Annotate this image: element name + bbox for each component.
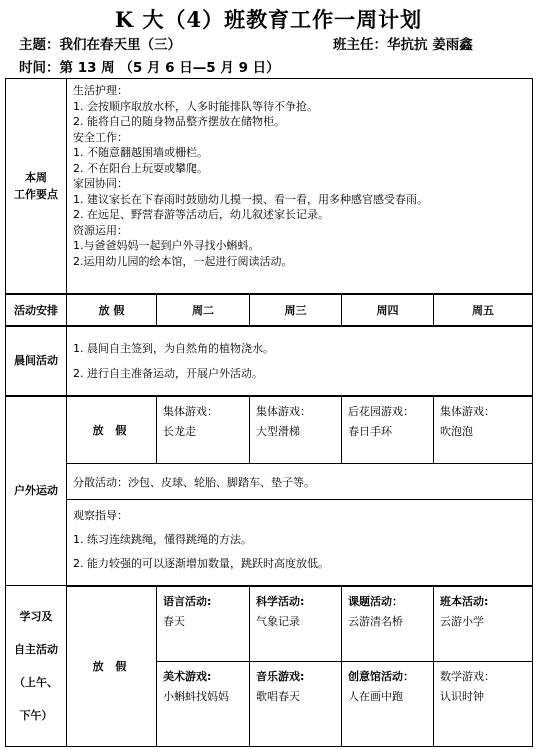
- activity-type: 数学游戏：: [440, 670, 495, 683]
- schedule-row: [6, 294, 533, 326]
- point-line: 2. 能将自己的随身物品整齐摆放在储物柜。: [73, 115, 285, 128]
- schedule-label: 活动安排: [6, 294, 67, 326]
- observe-line: 观察指导：: [73, 509, 128, 522]
- teacher-line: [333, 33, 473, 53]
- day-holiday: 放 假: [67, 294, 157, 326]
- weekly-points-row: [6, 79, 533, 294]
- morning-row: [6, 326, 533, 396]
- point-line: 1.与爸爸妈妈一起到户外寻找小蝌蚪。: [73, 239, 260, 252]
- activity-type: 创意馆活动：: [348, 670, 414, 683]
- time-value: 第 13 周 （5 月 6 日—5 月 9 日）: [59, 60, 280, 76]
- observe-line: 2. 能力较强的可以逐渐增加数量，跳跃时高度放低。: [73, 557, 329, 570]
- outdoor-games-row: [6, 396, 533, 464]
- learning-label: [6, 586, 67, 747]
- outdoor-scatter-row: [6, 464, 533, 500]
- point-line: 2. 在远足、野营春游等活动后，幼儿叙述家长记录。: [73, 208, 329, 221]
- activity-name: 人在画中跑: [348, 690, 403, 703]
- learning-thursday-2: [342, 662, 434, 747]
- game-name: 大型滑梯: [256, 424, 300, 438]
- theme-line: [19, 33, 181, 53]
- learning-tuesday-1: [157, 586, 250, 662]
- game-name: 吹泡泡: [440, 424, 473, 438]
- point-line: 资源运用：: [73, 223, 128, 237]
- learning-thursday-1: [342, 586, 434, 662]
- observe-line: 1. 练习连续跳绳，懂得跳绳的方法。: [73, 533, 252, 546]
- point-line: 家园协同：: [73, 177, 128, 190]
- point-line: 生活护理：: [73, 84, 128, 97]
- outdoor-game-thursday: [342, 396, 434, 464]
- learning-friday-2: [434, 662, 533, 747]
- activity-name: 春天: [163, 614, 185, 628]
- activity-name: 云游小学: [440, 614, 484, 628]
- day-tuesday: 周二: [157, 294, 250, 326]
- outdoor-observe: [67, 500, 533, 586]
- time-label: 时间：: [19, 60, 60, 76]
- morning-line: 2. 进行自主准备运动，开展户外活动。: [73, 366, 263, 380]
- activity-type: 语言活动:: [163, 594, 212, 608]
- learning-friday-1: [434, 586, 533, 662]
- activity-type: 班本活动:: [440, 594, 489, 608]
- point-line: 1. 会按顺序取放水杯，人多时能排队等待不争抢。: [73, 99, 318, 113]
- outdoor-scatter: 分散活动：沙包、皮球、轮胎、脚踏车、垫子等。: [67, 464, 533, 500]
- teacher-names: 华抗抗 姜雨鑫: [387, 37, 473, 53]
- activity-name: 云游清名桥: [348, 614, 403, 628]
- point-line: 1. 建议家长在下春雨时鼓励幼儿摸一摸、看一看，用多种感官感受春雨。: [73, 192, 428, 206]
- time-line: [19, 56, 280, 76]
- activity-type: 音乐游戏:: [256, 670, 305, 683]
- activity-type: 课题活动：: [348, 594, 403, 608]
- theme-value: 我们在春天里（三）: [59, 37, 181, 53]
- outdoor-game-wednesday: [250, 396, 342, 464]
- day-friday: 周五: [434, 294, 533, 326]
- outdoor-game-tuesday: [157, 396, 250, 464]
- game-name: 长龙走: [163, 424, 196, 438]
- learning-row-1: [6, 586, 533, 662]
- outdoor-holiday: 放 假: [67, 396, 157, 464]
- weekly-points-label-line2: 工作要点: [14, 187, 58, 201]
- day-thursday: 周四: [342, 294, 434, 326]
- point-line: 安全工作：: [73, 130, 128, 144]
- morning-line: 1. 晨间自主签到，为自然角的植物浇水。: [73, 341, 274, 355]
- outdoor-game-friday: [434, 396, 533, 464]
- outdoor-label: 户外运动: [6, 396, 67, 586]
- activity-type: 美术游戏:: [163, 670, 212, 683]
- theme-label: 主题：: [19, 37, 60, 53]
- day-wednesday: 周三: [250, 294, 342, 326]
- learning-holiday: 放 假: [67, 586, 157, 747]
- point-line: 1. 不随意翻越围墙或栅栏。: [73, 146, 208, 159]
- learning-wednesday-2: [250, 662, 342, 747]
- learning-tuesday-2: [157, 662, 250, 747]
- learning-wednesday-1: [250, 586, 342, 662]
- teacher-label: 班主任：: [333, 37, 387, 53]
- game-type: 后花园游戏：: [348, 404, 414, 418]
- activity-name: 小蝌蚪找妈妈: [163, 690, 229, 703]
- page-title: K 大（4）班教育工作一周计划: [114, 7, 423, 32]
- learning-label-line2: 自主活动: [14, 643, 58, 656]
- learning-label-line4: 下午）: [19, 709, 53, 722]
- weekly-points-label-line1: 本周: [25, 170, 47, 184]
- game-name: 春日手环: [348, 424, 392, 438]
- activity-name: 气象记录: [256, 614, 300, 628]
- activity-name: 歌唱春天: [256, 690, 300, 703]
- morning-label: 晨间活动: [6, 326, 67, 396]
- weekly-points-content: [67, 79, 533, 294]
- game-type: 集体游戏：: [256, 404, 311, 418]
- outdoor-observe-row: [6, 500, 533, 586]
- game-type: 集体游戏：: [163, 404, 218, 418]
- point-line: 2.运用幼儿园的绘本馆，一起进行阅读活动。: [73, 254, 293, 268]
- activity-type: 科学活动:: [256, 594, 305, 608]
- point-line: 2. 不在阳台上玩耍或攀爬。: [73, 161, 208, 175]
- learning-label-line1: 学习及: [19, 610, 53, 623]
- weekly-plan-table: [5, 78, 533, 747]
- activity-name: 认识时钟: [440, 690, 484, 703]
- weekly-points-label: [6, 79, 67, 294]
- learning-label-line3: （上午、: [14, 676, 58, 689]
- game-type: 集体游戏：: [440, 404, 495, 418]
- morning-content: [67, 326, 533, 396]
